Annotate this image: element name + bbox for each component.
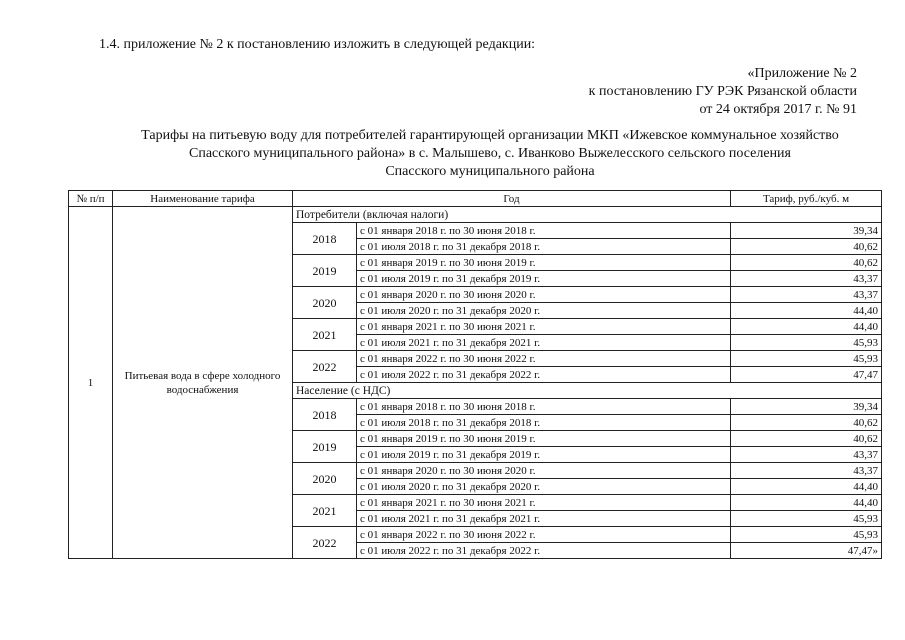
tariff-value-cell: 40,62 bbox=[731, 239, 882, 255]
year-cell: 2020 bbox=[293, 463, 357, 495]
tariff-value-cell: 45,93 bbox=[731, 527, 882, 543]
period-cell: с 01 июля 2021 г. по 31 декабря 2021 г. bbox=[357, 511, 731, 527]
tariff-value-cell: 43,37 bbox=[731, 447, 882, 463]
year-cell: 2020 bbox=[293, 287, 357, 319]
tariff-name: Питьевая вода в сфере холодного водоснабжения bbox=[113, 207, 293, 559]
table-header-row bbox=[69, 191, 882, 207]
period-cell: с 01 июля 2019 г. по 31 декабря 2019 г. bbox=[357, 447, 731, 463]
title-line-2: Спасского муниципального района» в с. Малышево, с. Иванково Выжелесского сельского поселения bbox=[189, 146, 791, 161]
year-cell: 2022 bbox=[293, 351, 357, 383]
consumer-group-label: Потребители (включая налоги) bbox=[293, 207, 882, 223]
appendix-line-1: «Приложение № 2 bbox=[747, 66, 857, 81]
period-cell: с 01 января 2019 г. по 30 июня 2019 г. bbox=[357, 431, 731, 447]
period-cell: с 01 января 2021 г. по 30 июня 2021 г. bbox=[357, 319, 731, 335]
period-cell: с 01 июля 2019 г. по 31 декабря 2019 г. bbox=[357, 271, 731, 287]
period-cell: с 01 января 2018 г. по 30 июня 2018 г. bbox=[357, 399, 731, 415]
appendix-line-2: к постановлению ГУ РЭК Рязанской области bbox=[588, 84, 857, 99]
period-cell: с 01 июля 2018 г. по 31 декабря 2018 г. bbox=[357, 239, 731, 255]
period-cell: с 01 января 2019 г. по 30 июня 2019 г. bbox=[357, 255, 731, 271]
header-tariff: Тариф, руб./куб. м bbox=[731, 191, 882, 207]
tariff-value-cell: 44,40 bbox=[731, 479, 882, 495]
tariff-value-cell: 40,62 bbox=[731, 415, 882, 431]
tariff-table-body bbox=[69, 207, 882, 559]
tariff-value-cell: 39,34 bbox=[731, 399, 882, 415]
title-line-1: Тарифы на питьевую воду для потребителей гарантирующей организации МКП «Ижевское коммунальное хозяйство bbox=[141, 128, 839, 143]
appendix-line-3: от 24 октября 2017 г. № 91 bbox=[699, 102, 857, 117]
tariff-value-cell: 47,47» bbox=[731, 543, 882, 559]
tariff-value-cell: 45,93 bbox=[731, 335, 882, 351]
tariff-value-cell: 45,93 bbox=[731, 511, 882, 527]
year-cell: 2019 bbox=[293, 431, 357, 463]
period-cell: с 01 января 2018 г. по 30 июня 2018 г. bbox=[357, 223, 731, 239]
tariff-value-cell: 40,62 bbox=[731, 431, 882, 447]
period-cell: с 01 июля 2022 г. по 31 декабря 2022 г. bbox=[357, 543, 731, 559]
period-cell: с 01 июля 2020 г. по 31 декабря 2020 г. bbox=[357, 303, 731, 319]
period-cell: с 01 июля 2021 г. по 31 декабря 2021 г. bbox=[357, 335, 731, 351]
tariff-value-cell: 44,40 bbox=[731, 319, 882, 335]
period-cell: с 01 июля 2018 г. по 31 декабря 2018 г. bbox=[357, 415, 731, 431]
tariff-value-cell: 39,34 bbox=[731, 223, 882, 239]
group-row bbox=[69, 207, 882, 223]
header-num: № п/п bbox=[69, 191, 113, 207]
tariff-table bbox=[68, 190, 882, 559]
year-cell: 2021 bbox=[293, 495, 357, 527]
period-cell: с 01 июля 2022 г. по 31 декабря 2022 г. bbox=[357, 367, 731, 383]
tariff-value-cell: 43,37 bbox=[731, 463, 882, 479]
year-cell: 2018 bbox=[293, 399, 357, 431]
year-cell: 2018 bbox=[293, 223, 357, 255]
year-cell: 2021 bbox=[293, 319, 357, 351]
period-cell: с 01 января 2022 г. по 30 июня 2022 г. bbox=[357, 351, 731, 367]
period-cell: с 01 января 2022 г. по 30 июня 2022 г. bbox=[357, 527, 731, 543]
row-number: 1 bbox=[69, 207, 113, 559]
tariff-value-cell: 44,40 bbox=[731, 495, 882, 511]
tariff-value-cell: 43,37 bbox=[731, 287, 882, 303]
tariff-value-cell: 45,93 bbox=[731, 351, 882, 367]
period-cell: с 01 января 2020 г. по 30 июня 2020 г. bbox=[357, 287, 731, 303]
tariff-value-cell: 43,37 bbox=[731, 271, 882, 287]
tariff-value-cell: 47,47 bbox=[731, 367, 882, 383]
consumer-group-label: Население (с НДС) bbox=[293, 383, 882, 399]
period-cell: с 01 января 2020 г. по 30 июня 2020 г. bbox=[357, 463, 731, 479]
header-year: Год bbox=[293, 191, 731, 207]
year-cell: 2019 bbox=[293, 255, 357, 287]
period-cell: с 01 января 2021 г. по 30 июня 2021 г. bbox=[357, 495, 731, 511]
document-title bbox=[40, 127, 905, 181]
intro-line: 1.4. приложение № 2 к постановлению изложить в следующей редакции: bbox=[99, 37, 536, 52]
period-cell: с 01 июля 2020 г. по 31 декабря 2020 г. bbox=[357, 479, 731, 495]
tariff-value-cell: 40,62 bbox=[731, 255, 882, 271]
header-name: Наименование тарифа bbox=[113, 191, 293, 207]
year-cell: 2022 bbox=[293, 527, 357, 559]
appendix-reference bbox=[589, 65, 857, 119]
tariff-value-cell: 44,40 bbox=[731, 303, 882, 319]
title-line-3: Спасского муниципального района bbox=[385, 164, 595, 179]
